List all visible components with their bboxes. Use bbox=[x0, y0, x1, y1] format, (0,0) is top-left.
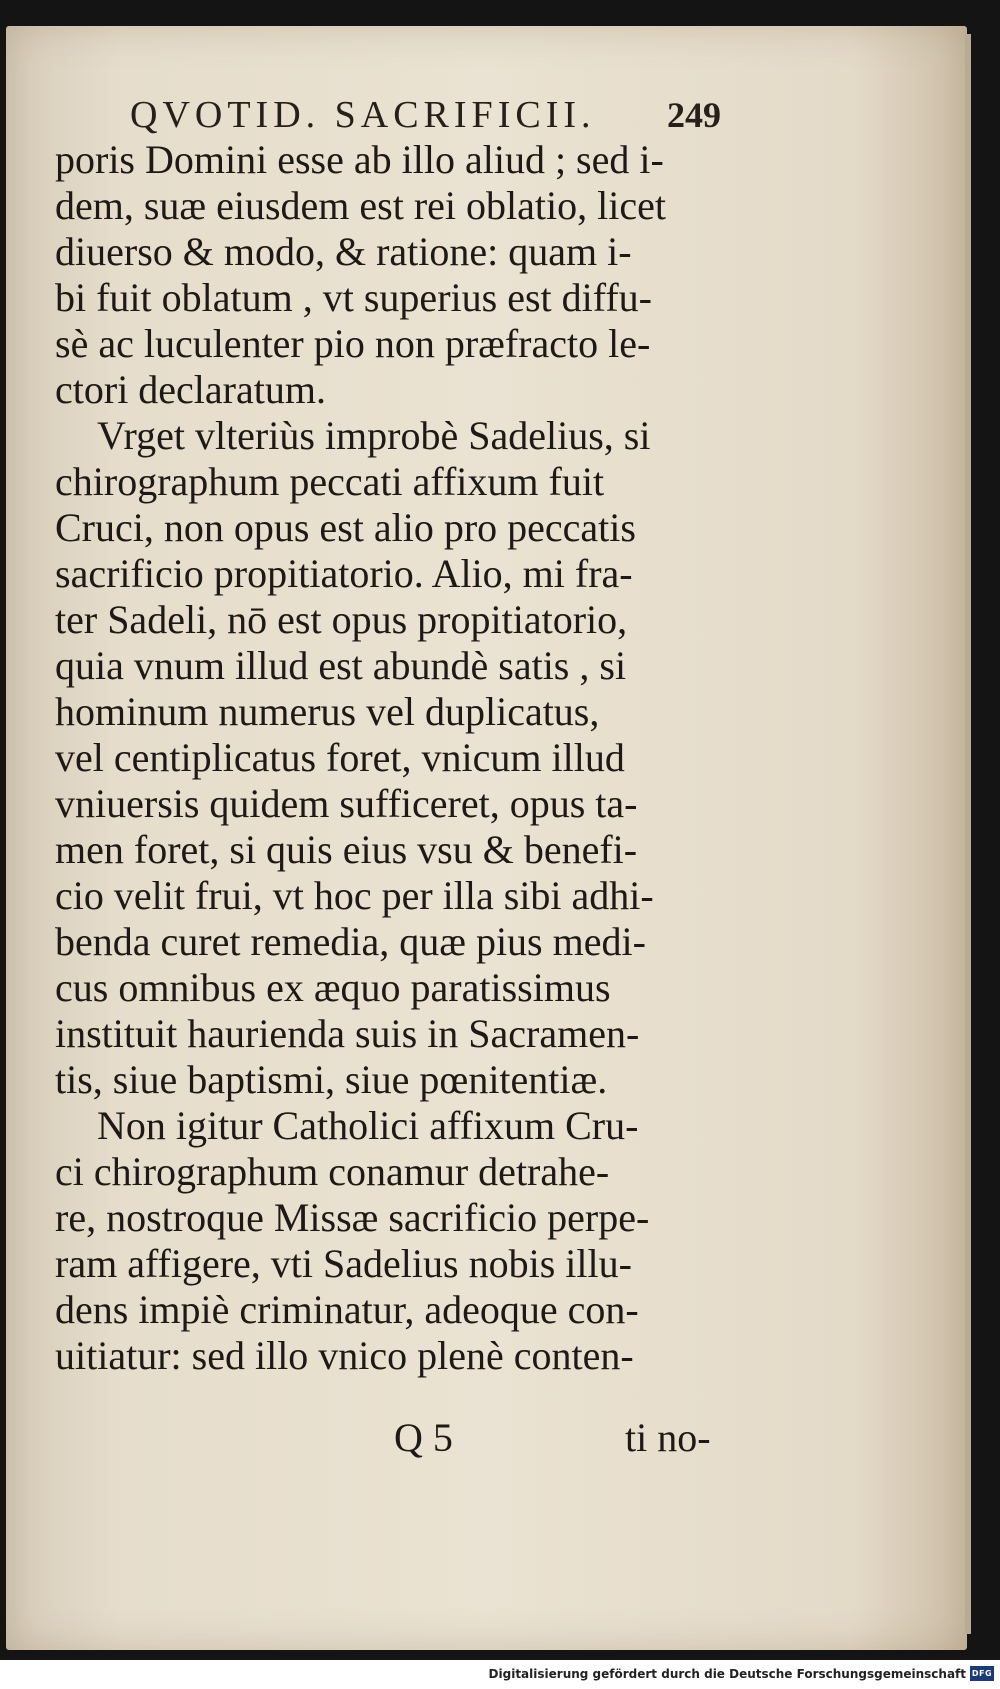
text-line: sè ac luculenter pio non præfracto le- bbox=[55, 321, 651, 366]
text-line: sacrificio propitiatorio. Alio, mi fra- bbox=[55, 551, 633, 596]
text-line: vel centiplicatus foret, vnicum illud bbox=[55, 735, 625, 780]
text-line: men foret, si quis eius vsu & benefi- bbox=[55, 827, 638, 872]
catchword: ti no- bbox=[625, 1415, 711, 1460]
text-line: uitiatur: sed illo vnico plenè conten- bbox=[55, 1333, 634, 1378]
scan-credit: Digitalisierung gefördert durch die Deutsche Forschungsgemeinschaft bbox=[488, 1667, 966, 1681]
text-line: quia vnum illud est abundè satis , si bbox=[55, 643, 627, 688]
page-footer bbox=[380, 1413, 740, 1463]
paragraph-start-line: Vrget vlteriùs improbè Sadelius, si bbox=[97, 413, 651, 458]
dfg-logo: DFG bbox=[970, 1666, 994, 1681]
page-header bbox=[122, 90, 722, 140]
scan-credit-bar bbox=[0, 1660, 1000, 1689]
running-head: QVOTID. SACRIFICII. bbox=[130, 94, 596, 136]
text-line: diuerso & modo, & ratione: quam i- bbox=[55, 229, 632, 274]
text-line: bi fuit oblatum , vt superius est diffu- bbox=[55, 275, 652, 320]
text-line: cus omnibus ex æquo paratissimus bbox=[55, 965, 611, 1010]
text-line: ctori declaratum. bbox=[55, 367, 326, 412]
text-line: cio velit frui, vt hoc per illa sibi adhi- bbox=[55, 873, 654, 918]
signature-mark: Q 5 bbox=[394, 1415, 453, 1460]
text-line: dens impiè criminatur, adeoque con- bbox=[55, 1287, 639, 1332]
page-number: 249 bbox=[667, 95, 721, 135]
text-line: poris Domini esse ab illo aliud ; sed i- bbox=[55, 137, 664, 182]
text-line: benda curet remedia, quæ pius medi- bbox=[55, 919, 646, 964]
paragraph-start-line: Non igitur Catholici affixum Cru- bbox=[97, 1103, 639, 1148]
text-line: ram affigere, vti Sadelius nobis illu- bbox=[55, 1241, 632, 1286]
text-line: hominum numerus vel duplicatus, bbox=[55, 689, 600, 734]
text-line: dem, suæ eiusdem est rei oblatio, licet bbox=[55, 183, 666, 228]
text-line: instituit haurienda suis in Sacramen- bbox=[55, 1011, 640, 1056]
text-line: ter Sadeli, nō est opus propitiatorio, bbox=[55, 597, 628, 642]
text-line: chirographum peccati affixum fuit bbox=[55, 459, 605, 504]
text-line: vniuersis quidem sufficeret, opus ta- bbox=[55, 781, 638, 826]
page-edge bbox=[965, 34, 971, 1634]
body-text bbox=[55, 137, 735, 1379]
text-line: Cruci, non opus est alio pro peccatis bbox=[55, 505, 636, 550]
text-line: tis, siue baptismi, siue pœnitentiæ. bbox=[55, 1057, 608, 1102]
text-line: re, nostroque Missæ sacrificio perpe- bbox=[55, 1195, 650, 1240]
text-line: ci chirographum conamur detrahe- bbox=[55, 1149, 610, 1194]
